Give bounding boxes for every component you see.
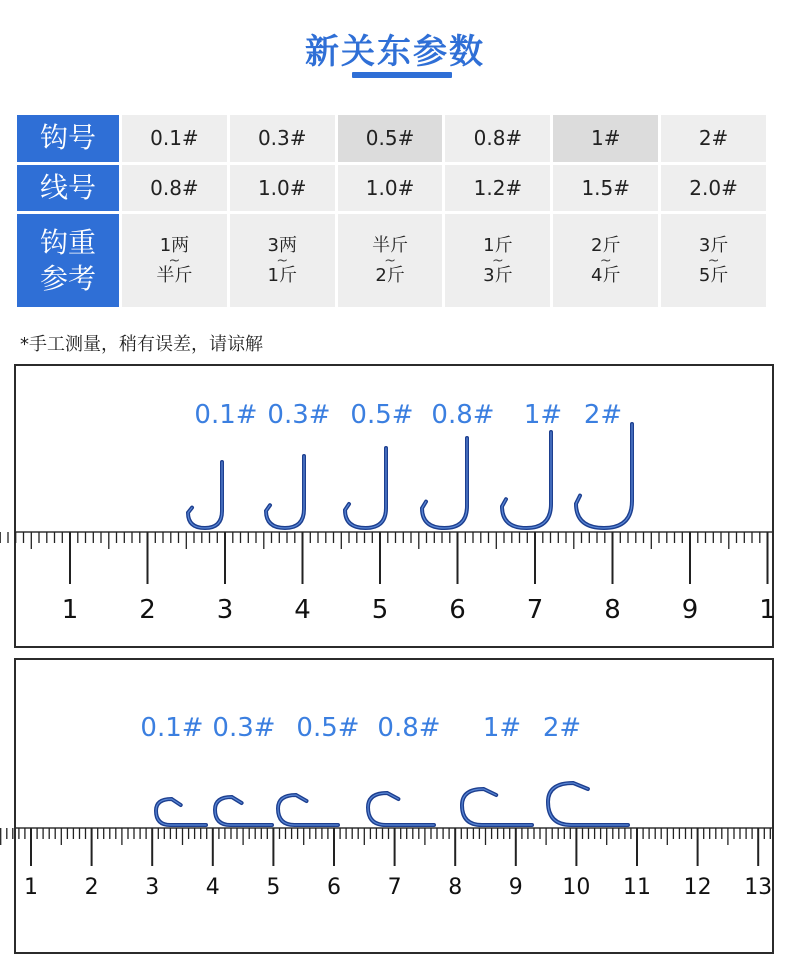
- ruler-photo-flat: [16, 660, 772, 952]
- ruler-number: 1: [61, 595, 79, 625]
- hook-size-label: 0.8#: [431, 400, 495, 430]
- ruler-number: 9: [681, 595, 699, 625]
- ruler-number: 13: [744, 875, 773, 900]
- range-top: 3两: [267, 234, 297, 256]
- ruler-number: 1: [24, 875, 38, 900]
- range-bottom: 5斤: [698, 264, 729, 286]
- hook-icon: [502, 432, 551, 528]
- table-cell-range: [445, 214, 550, 307]
- ruler-panel-upright: [14, 364, 774, 648]
- hook-highlight: [215, 797, 272, 825]
- hook-size-label: 1#: [482, 713, 522, 743]
- table-cell: 1.0#: [230, 165, 335, 212]
- table-cell-range: [230, 214, 335, 307]
- hook-icon: [188, 462, 222, 528]
- ruler-number: 4: [294, 595, 311, 625]
- range-top: 2斤: [591, 234, 621, 256]
- ruler-photo-upright: [16, 366, 776, 646]
- ruler-number: 10: [562, 875, 591, 900]
- hook-size-label: 2#: [583, 400, 623, 430]
- hook-icon: [156, 799, 206, 825]
- ruler-number: 11: [623, 875, 651, 900]
- hook-highlight: [345, 448, 386, 528]
- ruler-number: 8: [604, 595, 621, 625]
- hook-icon: [462, 789, 532, 825]
- hook-size-label: 0.1#: [140, 713, 204, 743]
- hook-size-label: 0.8#: [377, 713, 441, 743]
- table-cell: 1.5#: [553, 165, 658, 212]
- table-row-weight: [17, 214, 769, 307]
- ruler-number: 1: [759, 595, 776, 625]
- ruler-number: 2: [139, 595, 156, 625]
- ruler-number: 8: [448, 875, 463, 900]
- table-cell: 0.8#: [445, 115, 550, 162]
- hook-size-label: 2#: [542, 713, 582, 743]
- tilde-symbol: ~: [492, 252, 504, 269]
- tilde-symbol: ~: [599, 252, 612, 269]
- measurement-note: *手工测量，稍有误差，请谅解: [20, 334, 263, 355]
- hook-icon: [215, 797, 272, 825]
- hook-highlight: [188, 462, 222, 528]
- range-bottom: 4斤: [591, 264, 621, 286]
- ruler-panel-flat: [14, 658, 774, 954]
- table-cell-range: [553, 214, 658, 307]
- range-bottom: 1斤: [267, 264, 297, 286]
- table-cell: 1.0#: [338, 165, 443, 212]
- hook-icon: [345, 448, 386, 528]
- hook-size-label: 0.5#: [296, 713, 360, 743]
- page-title: 新关东参数: [305, 32, 485, 72]
- table-row-hook-size: [17, 115, 769, 162]
- row-header-line: 钩重: [39, 225, 96, 259]
- table-cell: 1#: [553, 115, 658, 162]
- tilde-symbol: ~: [707, 252, 720, 269]
- ruler-number: 3: [216, 595, 234, 625]
- hook-highlight: [576, 424, 632, 528]
- ruler-number: 6: [449, 595, 466, 625]
- row-header-weight: [17, 214, 119, 307]
- table-cell: 0.5#: [338, 115, 443, 162]
- table-cell: 2#: [661, 115, 766, 162]
- hook-size-label: 0.3#: [212, 713, 276, 743]
- table-cell: 0.1#: [122, 115, 227, 162]
- range-top: 1两: [159, 234, 190, 256]
- hook-icon: [278, 795, 338, 825]
- hook-size-label: 0.5#: [350, 400, 414, 430]
- hook-highlight: [422, 438, 467, 528]
- hook-highlight: [502, 432, 551, 528]
- table-row-line-size: [17, 165, 769, 212]
- row-header-hook-size: 钩号: [17, 115, 119, 162]
- tilde-symbol: ~: [384, 252, 396, 269]
- title-underline: [352, 72, 452, 78]
- hook-highlight: [368, 793, 434, 825]
- table-cell-range: [338, 214, 443, 307]
- hook-size-label: 0.1#: [194, 400, 258, 430]
- ruler-number: 7: [387, 875, 402, 900]
- ruler-number: 7: [526, 595, 544, 625]
- ruler-number: 3: [145, 875, 160, 900]
- table-cell: 2.0#: [661, 165, 766, 212]
- tilde-symbol: ~: [276, 252, 289, 269]
- hook-size-label: 0.3#: [267, 400, 331, 430]
- range-top: 3斤: [698, 234, 729, 256]
- hook-icon: [422, 438, 467, 528]
- ruler-number: 12: [683, 875, 712, 900]
- range-bottom: 2斤: [375, 264, 405, 286]
- hook-icon: [266, 456, 304, 528]
- ruler-number: 5: [371, 595, 389, 625]
- table-cell: 0.3#: [230, 115, 335, 162]
- hook-size-label: 1#: [523, 400, 563, 430]
- range-bottom: 半斤: [156, 264, 193, 286]
- table-cell: 1.2#: [445, 165, 550, 212]
- hook-highlight: [278, 795, 338, 825]
- ruler-number: 4: [205, 875, 220, 900]
- table-cell: 0.8#: [122, 165, 227, 212]
- table-cell-range: [122, 214, 227, 307]
- range-top: 1斤: [483, 234, 513, 256]
- ruler-number: 5: [266, 875, 281, 900]
- ruler-number: 2: [84, 875, 99, 900]
- table-cell-range: [661, 214, 766, 307]
- hook-highlight: [266, 456, 304, 528]
- row-header-line-size: 线号: [17, 165, 119, 212]
- tilde-symbol: ~: [168, 252, 181, 269]
- ruler-number: 9: [508, 875, 523, 900]
- spec-table: [14, 112, 772, 310]
- ruler-number: 6: [327, 875, 341, 900]
- range-top: 半斤: [372, 234, 409, 256]
- hook-icon: [576, 424, 632, 528]
- row-header-line: 参考: [39, 261, 96, 295]
- range-bottom: 3斤: [483, 264, 513, 286]
- hook-highlight: [548, 783, 628, 825]
- hook-icon: [368, 793, 434, 825]
